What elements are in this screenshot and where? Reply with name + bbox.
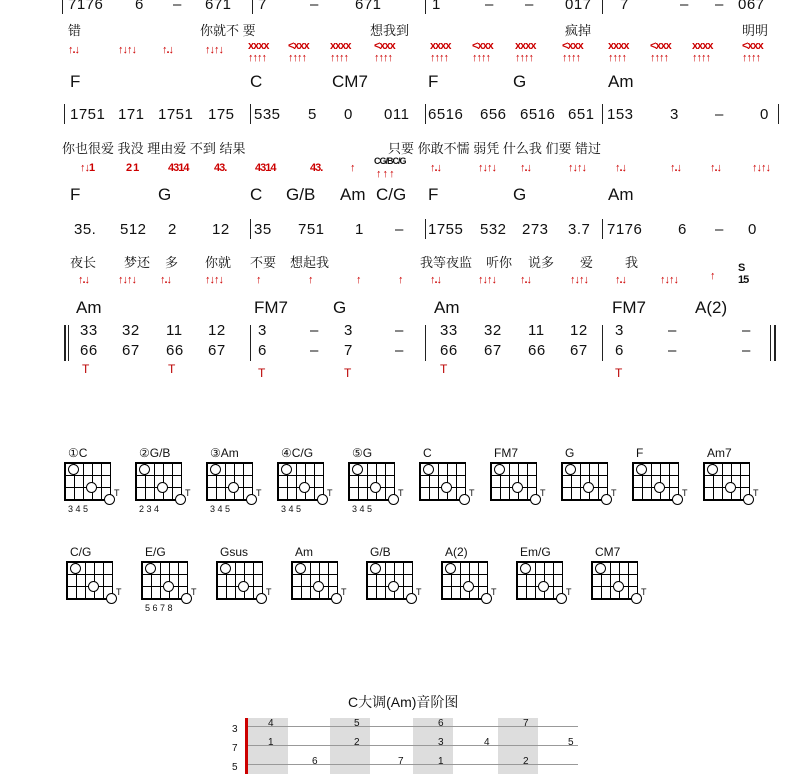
note: 153 [607, 106, 634, 123]
note: 67 [122, 342, 140, 359]
note: 6 [678, 221, 687, 238]
chord: F [428, 72, 439, 91]
tmark: T [440, 362, 448, 376]
lyric: 爱 [580, 255, 594, 270]
finger-dot [538, 581, 549, 592]
note: 67 [484, 342, 502, 359]
note: 7 [258, 0, 267, 13]
chord-diagram-label: CM7 [595, 545, 621, 559]
chord-diagram-label: Am7 [707, 446, 732, 460]
note: – [173, 0, 182, 13]
chord: F [428, 185, 439, 204]
finger-numbers: 3 4 5 [68, 504, 89, 514]
note: – [668, 322, 677, 339]
note: 7 [344, 342, 353, 359]
chord: G [513, 185, 527, 204]
lyric: 错 [68, 23, 82, 38]
finger-dot [299, 482, 310, 493]
finger-numbers: 3 4 5 [281, 504, 302, 514]
finger-dot [70, 563, 81, 574]
tmark: T [344, 366, 352, 380]
lyric: 我 [625, 255, 639, 270]
chord-diagram-label: FM7 [494, 446, 518, 460]
note: 67 [208, 342, 226, 359]
note: 671 [355, 0, 382, 13]
note: 35 [254, 221, 272, 238]
finger-numbers: 2 3 4 [139, 504, 160, 514]
scale-title: C大调(Am)音阶图 [348, 694, 459, 710]
note: 3 [615, 322, 624, 339]
note: 3 [344, 322, 353, 339]
chord-diagram-label: G/B [370, 545, 391, 559]
tmark: T [168, 362, 176, 376]
note: 1755 [428, 221, 464, 238]
note: 33 [440, 322, 458, 339]
chord-diagram-label: G [565, 446, 575, 460]
chord: G [333, 298, 347, 317]
note: 33 [80, 322, 98, 339]
finger-dot [388, 581, 399, 592]
scale-strings: 3 7 5 [232, 724, 238, 773]
chord: Am [434, 298, 460, 317]
finger-dot [423, 464, 434, 475]
finger-dot [210, 464, 221, 475]
note: 12 [570, 322, 588, 339]
note: 273 [522, 221, 549, 238]
note: 1751 [158, 106, 194, 123]
note: 0 [748, 221, 757, 238]
finger-dot [370, 563, 381, 574]
chord: A(2) [695, 298, 728, 317]
lyric: 疯掉 [565, 23, 592, 38]
finger-dot [86, 482, 97, 493]
note: – [680, 0, 689, 13]
note: – [668, 342, 677, 359]
chord: G [513, 72, 527, 91]
note: – [395, 322, 404, 339]
lyric: 你就 [205, 255, 232, 270]
note: 1751 [70, 106, 106, 123]
note: 532 [480, 221, 507, 238]
finger-numbers: 3 4 5 [210, 504, 231, 514]
note: 32 [484, 322, 502, 339]
note: 11 [528, 322, 545, 339]
note: 0 [760, 106, 769, 123]
lyric: 明明 [742, 23, 769, 38]
note: 6 [258, 342, 267, 359]
finger-dot [228, 482, 239, 493]
chord: F [70, 185, 81, 204]
note: 66 [528, 342, 546, 359]
note: 35. [74, 221, 97, 238]
finger-dot [595, 563, 606, 574]
chord: FM7 [612, 298, 646, 317]
note: 7176 [68, 0, 104, 13]
lyric: 多 [165, 255, 179, 270]
finger-dot [565, 464, 576, 475]
chord-diagram-label: C [423, 446, 432, 460]
note: – [310, 342, 319, 359]
finger-dot [654, 482, 665, 493]
chord: Am [608, 72, 634, 91]
note: – [525, 0, 534, 13]
note: 171 [118, 106, 145, 123]
note: 671 [205, 0, 232, 13]
note: 6516 [520, 106, 556, 123]
tmark: T [615, 366, 623, 380]
lyric: 说多 [528, 255, 555, 270]
note: 067 [738, 0, 765, 13]
note: 535 [254, 106, 281, 123]
finger-dot [725, 482, 736, 493]
note: 67 [570, 342, 588, 359]
chord: G/B [286, 185, 316, 204]
chord-diagram-label: ③Am [210, 446, 239, 460]
note: 6516 [428, 106, 464, 123]
lyric: 想起我 [290, 255, 330, 270]
note: 656 [480, 106, 507, 123]
note: 12 [212, 221, 230, 238]
note: 512 [120, 221, 147, 238]
chord-diagram-label: F [636, 446, 644, 460]
lyric: 你也很爱 我没 理由爱 不到 结果 [62, 141, 246, 156]
finger-dot [707, 464, 718, 475]
finger-dot [583, 482, 594, 493]
finger-dot [163, 581, 174, 592]
tmark: T [82, 362, 90, 376]
chord-diagram-label: C/G [70, 545, 92, 559]
note: 7176 [607, 221, 643, 238]
finger-dot [445, 563, 456, 574]
note: 3 [258, 322, 267, 339]
chord-diagram-label: ⑤G [352, 446, 373, 460]
finger-dot [313, 581, 324, 592]
note: 6 [615, 342, 624, 359]
finger-dot [238, 581, 249, 592]
finger-dot [88, 581, 99, 592]
finger-dot [613, 581, 624, 592]
chord: FM7 [254, 298, 288, 317]
note: 1 [432, 0, 441, 13]
chord: CM7 [332, 72, 368, 91]
note: 11 [166, 322, 183, 339]
chord: C [250, 72, 263, 91]
note: 3.7 [568, 221, 591, 238]
note: 12 [208, 322, 226, 339]
finger-dot [463, 581, 474, 592]
tmark: T [258, 366, 266, 380]
note: – [485, 0, 494, 13]
note: 175 [208, 106, 235, 123]
note: 66 [80, 342, 98, 359]
chord-diagram-label: ④C/G [281, 446, 314, 460]
finger-dot [68, 464, 79, 475]
finger-dot [281, 464, 292, 475]
chord-diagram-label: ①C [68, 446, 88, 460]
note: 651 [568, 106, 595, 123]
finger-dot [370, 482, 381, 493]
finger-dot [220, 563, 231, 574]
finger-dot [494, 464, 505, 475]
note: 5 [308, 106, 317, 123]
finger-dot [352, 464, 363, 475]
note: – [395, 221, 404, 238]
note: – [742, 342, 751, 359]
note: 2 [168, 221, 177, 238]
note: 6 [135, 0, 144, 13]
chord-diagram-label: E/G [145, 545, 166, 559]
chord-diagram-label: Em/G [520, 545, 551, 559]
finger-numbers: 3 4 5 [352, 504, 373, 514]
note: 32 [122, 322, 140, 339]
note: – [742, 322, 751, 339]
note: 66 [440, 342, 458, 359]
lyric: 你就不 要 [200, 23, 256, 38]
lyric: 听你 [486, 255, 513, 270]
note: 3 [670, 106, 679, 123]
chord-diagram-label: A(2) [445, 545, 468, 559]
lyric: 只要 你敢不懦 弱凭 什么我 们要 错过 [388, 141, 602, 156]
finger-dot [636, 464, 647, 475]
note: – [310, 0, 319, 13]
finger-numbers: 5 6 7 8 [145, 603, 173, 613]
finger-dot [145, 563, 156, 574]
chord: Am [340, 185, 366, 204]
chord: Am [76, 298, 102, 317]
note: 751 [298, 221, 325, 238]
finger-dot [520, 563, 531, 574]
finger-dot [512, 482, 523, 493]
chord: F [70, 72, 81, 91]
note: – [310, 322, 319, 339]
lyric: 夜长 [70, 255, 97, 270]
scale-diagram: 4 1 5 2 6 3 1 4 7 2 5 6 7 [245, 718, 578, 774]
note: 0 [344, 106, 353, 123]
small-chords: CG/BC/G [374, 156, 406, 166]
chord: C/G [376, 185, 407, 204]
chord-diagram-label: Am [295, 545, 313, 559]
finger-dot [139, 464, 150, 475]
finger-dot [157, 482, 168, 493]
chord: Am [608, 185, 634, 204]
finger-dot [441, 482, 452, 493]
lyric: 想我到 [370, 23, 410, 38]
note: – [715, 106, 724, 123]
note: 7 [620, 0, 629, 13]
chord: G [158, 185, 172, 204]
chord: C [250, 185, 263, 204]
note: 66 [166, 342, 184, 359]
note: 011 [384, 106, 410, 123]
lyric: 我等夜监 [420, 255, 473, 270]
finger-dot [295, 563, 306, 574]
chord-diagram-label: Gsus [220, 545, 249, 559]
note: 017 [565, 0, 592, 13]
note: – [715, 0, 724, 13]
note: – [395, 342, 404, 359]
chord-diagram-label: ②G/B [139, 446, 171, 460]
lyric: 不要 [250, 255, 277, 270]
note: 1 [355, 221, 364, 238]
lyric: 梦还 [124, 255, 151, 270]
note: – [715, 221, 724, 238]
